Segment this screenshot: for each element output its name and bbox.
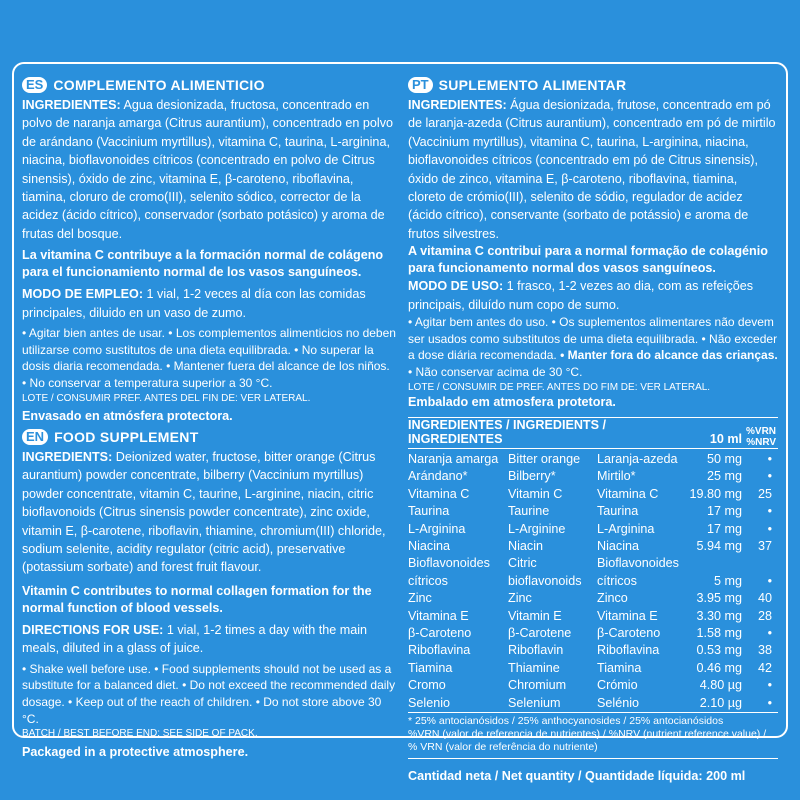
cell-es: Bioflavonoides	[408, 556, 490, 571]
cell-en: Selenium	[508, 695, 561, 710]
table-row	[408, 660, 778, 677]
cell-en: L-Arginine	[508, 521, 566, 536]
cell-vrn: •	[767, 469, 773, 484]
cell-vrn	[742, 555, 778, 572]
cell-amount: 0.46 mg	[696, 660, 743, 675]
en-usage	[22, 621, 397, 658]
cell-amount: 0.53 mg	[696, 643, 743, 658]
table-header-vrn	[742, 418, 778, 449]
es-section-header	[22, 75, 397, 95]
table-row	[408, 608, 778, 625]
cell-vrn: 28	[758, 608, 773, 623]
cell-en: Thiamine	[508, 660, 560, 675]
cell-vrn: 40	[758, 591, 773, 606]
pt-section-header	[408, 75, 778, 95]
en-usage-text: 1 vial, 1-2 times a day with the main meals, diluted in a glass of juice.	[22, 622, 368, 656]
table-header-row	[408, 418, 778, 449]
cell-en: Vitamin C	[508, 486, 563, 501]
es-lot: LOTE / CONSUMIR PREF. ANTES DEL FIN DE: VER LATERAL.	[22, 392, 311, 404]
en-badge: EN	[22, 429, 48, 445]
pt-usage-label: MODO DE USO:	[408, 279, 504, 294]
table-header-ingredients: INGREDIENTES / INGREDIENTS / INGREDIENTES	[408, 417, 607, 446]
table-row	[408, 555, 778, 572]
table-row	[408, 642, 778, 659]
en-section-header	[22, 427, 397, 447]
pt-badge: PT	[408, 77, 433, 93]
cell-vrn: •	[767, 521, 773, 536]
cell-pt: Taurina	[597, 504, 639, 519]
cell-amount: 5 mg	[714, 573, 743, 588]
nutrition-table-body	[408, 451, 778, 712]
es-warnings: • Agitar bien antes de usar. • Los complementos alimenticios no deben utilizarse como sustitutos de una dieta equilibrada. • No superar la dosis diaria recomendada. • Mantener fuera del alcance de los niños. • No conservar a temperatura superior a 30 °C.	[22, 326, 396, 391]
table-row	[408, 521, 778, 538]
table-bottom-rule	[408, 758, 778, 759]
cell-amount: 3.95 mg	[696, 591, 743, 606]
table-row	[408, 468, 778, 485]
pt-packaged: Embalado em atmosfera protetora.	[408, 394, 616, 409]
cell-amount: 17 mg	[707, 504, 743, 519]
es-ingredients-text: Agua desionizada, fructosa, concentrado en polvo de naranja amarga (Citrus aurantium), concentrado en polvo de arándano (Vaccinium myrtillus), vitamina C, taurina, L-arginina, niacina, bioflavonoides cítricos (concentrado en polvo de Citrus sinensis), óxido de zinc, vitamina E, β-caroteno, riboflavina, tiamina, cloruro de cromo(III), selenito sódico, corrector de la acidez (ácido cítrico), conservador (sorbato potásico) y aroma de frutas del bosque.	[22, 98, 394, 241]
table-row	[408, 695, 778, 712]
cell-en: Taurine	[508, 504, 550, 519]
es-health-claim: La vitamina C contribuye a la formación normal de colágeno para el funcionamiento normal de los vasos sanguíneos.	[22, 248, 384, 280]
table-footnote-1: * 25% antocianósidos / 25% anthocyanosides / 25% antocianósidos	[408, 714, 724, 727]
cell-es: Vitamina C	[408, 486, 470, 501]
en-title: FOOD SUPPLEMENT	[54, 428, 199, 445]
cell-en: Chromium	[508, 678, 567, 693]
en-health-claim: Vitamin C contributes to normal collagen formation for the normal function of blood vessels.	[22, 583, 372, 615]
pt-ingredients-text: Água desionizada, frutose, concentrado em pó de laranja-azeda (Citrus aurantium), concentrado em pó de mirtilo (Vaccinium myrtillus), vitamina C, taurina, L-arginina, niacina, bioflavonoides cítricos (concentrado em pó de Citrus sinensis), óxido de zinco, vitamina E, β-caroteno, riboflavina, tiamina, cloreto de crómio(III), selenito de sódio, regulador de acidez (ácido cítrico), conservante (sorbato de potássio) e aroma de frutos silvestres.	[408, 98, 776, 241]
en-usage-label: DIRECTIONS FOR USE:	[22, 622, 164, 637]
pt-warnings-bold: • Manter fora do alcance das crianças.	[560, 348, 778, 363]
cell-pt: Zinco	[597, 591, 628, 606]
es-packaged: Envasado en atmósfera protectora.	[22, 408, 233, 423]
table-mid-rule	[408, 712, 778, 713]
en-ingredients-text: Deionized water, fructose, bitter orange (Citrus aurantium) powder concentrate, bilberry (Vaccinium myrtillus) powder concentrate, vitamin C, taurine, L-arginine, niacin, citric bioflavonoids (Citrus sinensis powder concentrate), zinc oxide, vitamin E, β-carotene, riboflavin, thiamine, chromium(III) chloride, sodium selenite, acidity regulator (citric acid), preservative (potassium sorbate) and forest fruit flavour.	[22, 449, 386, 575]
pt-ingredients-label: INGREDIENTES:	[408, 98, 507, 112]
table-header-amount: 10 ml	[709, 431, 743, 446]
table-row	[408, 503, 778, 520]
table-row	[408, 677, 778, 694]
cell-pt: β-Caroteno	[597, 625, 661, 640]
es-title: COMPLEMENTO ALIMENTICIO	[53, 77, 265, 93]
cell-vrn: •	[767, 573, 773, 588]
table-row	[408, 538, 778, 555]
cell-en: Bilberry*	[508, 469, 556, 484]
pt-title: SUPLEMENTO ALIMENTAR	[438, 77, 627, 93]
table-row	[408, 625, 778, 642]
cell-amount: 4.80 µg	[699, 678, 743, 693]
cell-amount: 25 mg	[707, 469, 743, 484]
cell-en: Niacin	[508, 538, 543, 553]
cell-pt: Riboflavina	[597, 643, 660, 658]
table-footnote-2: %VRN (valor de referencia de nutrientes) / %NRV (nutrient reference value) / % VRN (valor de referência do nutriente)	[408, 727, 767, 753]
cell-es: Riboflavina	[408, 643, 471, 658]
cell-pt: Selénio	[597, 695, 640, 710]
table-row	[408, 573, 778, 590]
cell-vrn: •	[767, 451, 773, 466]
cell-amount	[682, 555, 742, 572]
cell-pt: cítricos	[597, 573, 637, 588]
cell-pt: Tiamina	[597, 660, 642, 675]
en-lot: BATCH / BEST BEFORE END: SEE SIDE OF PACK.	[22, 728, 258, 740]
cell-vrn: 42	[758, 660, 773, 675]
pt-ingredients	[408, 96, 778, 243]
nutrition-table	[408, 418, 778, 712]
cell-pt: Bioflavonoides	[597, 556, 679, 571]
es-ingredients	[22, 96, 397, 243]
cell-en: bioflavonoids	[508, 573, 582, 588]
cell-vrn: 25	[758, 486, 773, 501]
pt-health-claim: A vitamina C contribui para a normal formação de colagénio para funcionamento normal dos vasos sanguíneos.	[408, 244, 768, 276]
cell-pt: Niacina	[597, 538, 639, 553]
cell-pt: L-Arginina	[597, 521, 655, 536]
es-usage-label: MODO DE EMPLEO:	[22, 287, 144, 302]
cell-vrn: •	[767, 678, 773, 693]
cell-vrn: •	[767, 504, 773, 519]
es-badge: ES	[22, 77, 47, 93]
cell-es: Naranja amarga	[408, 451, 499, 466]
pt-usage-text: 1 frasco, 1-2 vezes ao dia, com as refeições principais, diluído num copo de sumo.	[408, 279, 754, 312]
cell-es: β-Caroteno	[408, 625, 472, 640]
cell-pt: Vitamina E	[597, 608, 658, 623]
table-row	[408, 486, 778, 503]
en-packaged: Packaged in a protective atmosphere.	[22, 745, 249, 760]
cell-es: Zinc	[408, 591, 432, 606]
cell-pt: Vitamina C	[597, 486, 659, 501]
cell-es: L-Arginina	[408, 521, 466, 536]
cell-vrn: •	[767, 695, 773, 710]
cell-pt: Crómio	[597, 678, 638, 693]
cell-es: Arándano*	[408, 469, 468, 484]
cell-amount: 1.58 mg	[696, 625, 743, 640]
cell-es: Selenio	[408, 695, 451, 710]
cell-en: β-Carotene	[508, 625, 572, 640]
cell-amount: 3.30 mg	[696, 608, 743, 623]
cell-vrn: •	[767, 625, 773, 640]
en-warnings: • Shake well before use. • Food supplements should not be used as a substitute for a balanced diet. • Do not exceed the recommended daily dosage. • Keep out of the reach of children. • Do not store above 30 °C.	[22, 661, 396, 726]
en-ingredients	[22, 448, 397, 577]
cell-pt: Laranja-azeda	[597, 451, 678, 466]
table-row	[408, 590, 778, 607]
cell-en: Riboflavin	[508, 643, 564, 658]
pt-warnings-tail: • Não conservar acima de 30 °C.	[408, 365, 583, 380]
es-usage-text: 1 vial, 1-2 veces al día con las comidas principales, diluido en un vaso de zumo.	[22, 287, 366, 320]
cell-amount: 2.10 µg	[699, 695, 743, 710]
cell-es: cítricos	[408, 573, 448, 588]
cell-en: Zinc	[508, 591, 532, 606]
en-ingredients-label: INGREDIENTS:	[22, 449, 113, 464]
pt-lot: LOTE / CONSUMIR DE PREF. ANTES DO FIM DE: VER LATERAL.	[408, 381, 711, 393]
cell-en: Bitter orange	[508, 451, 581, 466]
es-ingredients-label: INGREDIENTES:	[22, 98, 121, 112]
table-row	[408, 451, 778, 468]
cell-amount: 17 mg	[707, 521, 743, 536]
cell-es: Cromo	[408, 678, 446, 693]
cell-es: Tiamina	[408, 660, 453, 675]
cell-es: Niacina	[408, 538, 450, 553]
cell-es: Vitamina E	[408, 608, 469, 623]
cell-amount: 5.94 mg	[696, 538, 743, 553]
es-usage	[22, 285, 397, 322]
cell-vrn: 37	[758, 538, 773, 553]
pt-warnings	[408, 314, 778, 381]
pt-warnings-plain: • Agitar bem antes do uso. • Os suplementos alimentares não devem ser usados como substitutos de uma dieta equilibrada. • Não exceder a dose diária recomendada.	[408, 315, 778, 363]
left-column	[22, 75, 397, 761]
cell-vrn: 38	[758, 643, 773, 658]
cell-pt: Mirtilo*	[597, 469, 636, 484]
right-column	[408, 75, 778, 783]
table-header-vrn-2: %NRV	[746, 436, 777, 448]
cell-en: Citric	[508, 556, 537, 571]
cell-amount: 50 mg	[707, 451, 743, 466]
table-header-vrn-1: %VRN	[746, 425, 777, 437]
cell-amount: 19.80 mg	[689, 486, 743, 501]
cell-es: Taurina	[408, 504, 450, 519]
cell-en: Vitamin E	[508, 608, 562, 623]
pt-usage	[408, 277, 778, 314]
net-quantity: Cantidad neta / Net quantity / Quantidade líquida: 200 ml	[408, 768, 746, 783]
